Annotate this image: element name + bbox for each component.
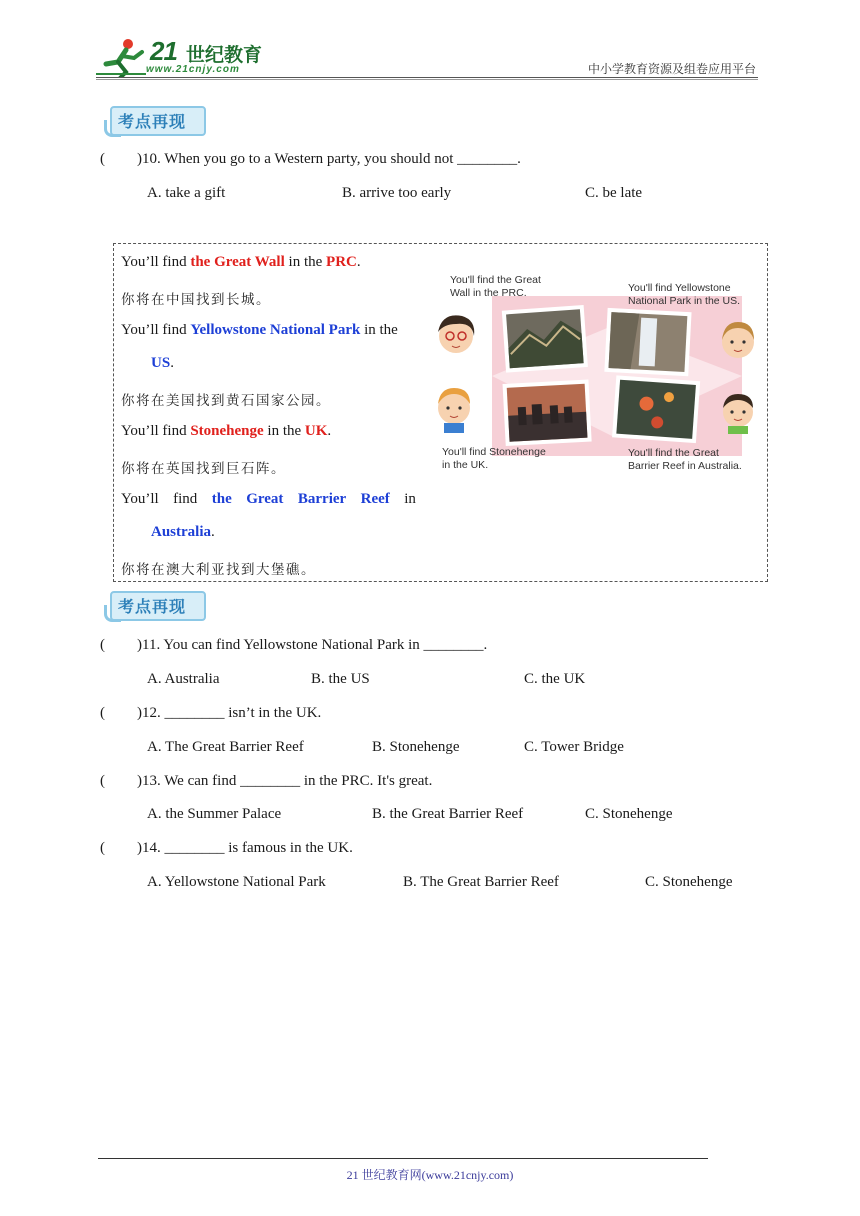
sentence-4-cont: Australia.: [151, 524, 215, 540]
question-10: )10. When you go to a Western party, you should not ________.: [137, 151, 521, 167]
sentence-2-cont: US.: [151, 355, 174, 371]
question-11-option-c: C. the UK: [524, 671, 586, 687]
question-14: )14. ________ is famous in the UK.: [137, 840, 353, 856]
question-11: )11. You can find Yellowstone National Park in ________.: [137, 637, 488, 653]
sentence-2: You’ll find Yellowstone National Park in the: [121, 322, 398, 338]
yellowstone-photo: [604, 308, 691, 376]
question-11-paren: (: [100, 637, 105, 653]
question-13-option-b: B. the Great Barrier Reef: [372, 806, 524, 822]
logo-url: www.21cnjy.com: [146, 64, 240, 75]
question-12: )12. ________ isn’t in the UK.: [137, 705, 322, 721]
logo-number: 21: [150, 36, 177, 66]
question-13-option-c: C. Stonehenge: [585, 806, 673, 822]
great-wall-photo: [502, 305, 588, 373]
girl-figure: [722, 322, 754, 358]
section-badge-2-label: 考点再现: [118, 597, 187, 616]
sentence-3: You’ll find Stonehenge in the UK.: [121, 423, 332, 439]
sentence-4: You’ll find the Great Barrier Reef in: [121, 491, 416, 507]
caption-yellowstone: You'll find Yellowstone National Park in the US.: [628, 282, 741, 307]
section-badge: [104, 104, 204, 136]
footer-text: 21 世纪教育网(www.21cnjy.com): [346, 1168, 514, 1182]
question-13-paren: (: [100, 773, 105, 789]
question-12-option-b: B. Stonehenge: [372, 739, 460, 755]
question-14-option-b: B. The Great Barrier Reef: [403, 874, 559, 890]
landmarks-illustration: [432, 266, 762, 480]
header-divider: [96, 77, 758, 78]
question-12-paren: (: [100, 705, 105, 721]
question-10-option-c: C. be late: [585, 185, 643, 201]
header-divider-thin: [96, 79, 758, 80]
sentence-2-translation: 你将在美国找到黄石国家公园。: [121, 393, 331, 409]
question-13-option-a: A. the Summer Palace: [147, 806, 282, 822]
logo-text: 世纪教育: [186, 44, 263, 66]
question-13: )13. We can find ________ in the PRC. It's great.: [137, 773, 433, 789]
boy-figure-left: [438, 388, 470, 433]
section-badge-2: [104, 589, 204, 621]
section-badge-label: 考点再现: [118, 112, 187, 131]
header-tagline: 中小学教育资源及组卷应用平台: [587, 62, 756, 76]
question-11-option-a: A. Australia: [147, 671, 220, 687]
footer-divider: [98, 1158, 708, 1159]
girl-with-glasses-figure: [438, 315, 474, 353]
sentence-1: You’ll find the Great Wall in the PRC.: [121, 254, 361, 270]
question-14-option-c: C. Stonehenge: [645, 874, 733, 890]
question-12-option-a: A. The Great Barrier Reef: [147, 739, 304, 755]
question-12-option-c: C. Tower Bridge: [524, 739, 624, 755]
question-11-option-b: B. the US: [311, 671, 370, 687]
sentence-1-translation: 你将在中国找到长城。: [121, 292, 271, 308]
question-10-paren: (: [100, 151, 105, 167]
caption-stonehenge: You'll find Stonehenge in the UK.: [442, 446, 546, 471]
question-10-option-a: A. take a gift: [147, 185, 226, 201]
sentence-3-translation: 你将在英国找到巨石阵。: [121, 461, 286, 477]
stonehenge-photo: [503, 380, 592, 446]
sentence-4-translation: 你将在澳大利亚找到大堡礁。: [121, 562, 316, 578]
caption-great-barrier-reef: You'll find the Great Barrier Reef in Australia.: [628, 447, 742, 472]
caption-great-wall: You'll find the Great Wall in the PRC.: [450, 274, 541, 299]
question-10-option-b: B. arrive too early: [342, 185, 452, 201]
question-14-option-a: A. Yellowstone National Park: [147, 874, 326, 890]
great-barrier-reef-photo: [612, 375, 700, 443]
question-14-paren: (: [100, 840, 105, 856]
